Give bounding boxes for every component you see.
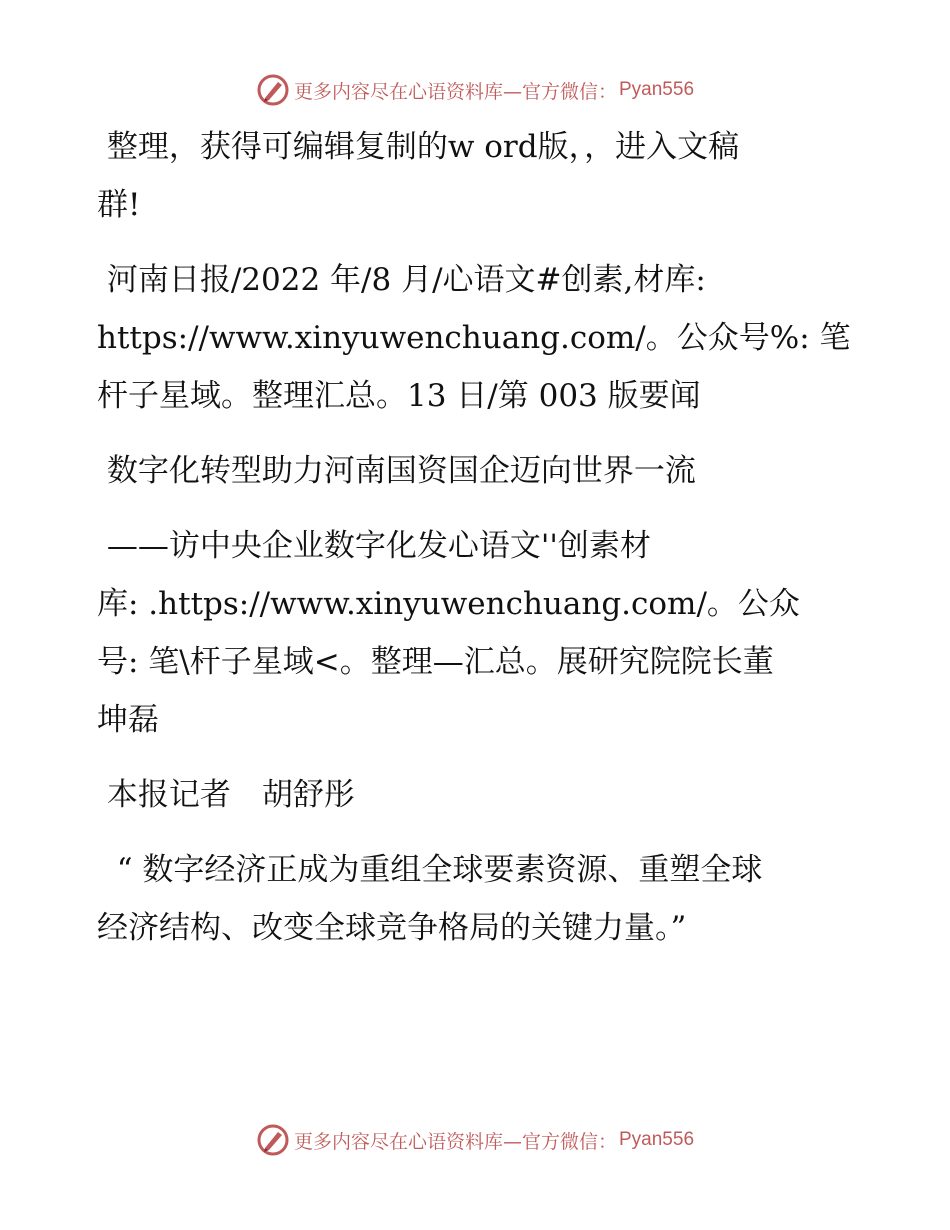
pen-circle-logo-icon xyxy=(256,73,290,107)
paragraph-source xyxy=(97,251,857,425)
text-line: ——访中央企业数字化发心语文''创素材 xyxy=(97,528,651,564)
text-line: 杆子星域。整理汇总。13 日/第 003 版要闻 xyxy=(97,378,701,414)
text-line: 本报记者 胡舒彤 xyxy=(97,777,355,813)
text-line: https://www.xinyuwenchuang.com/。公众号%: 笔 xyxy=(97,320,851,356)
paragraph-subheadline xyxy=(97,517,857,749)
text-line: “ 数字经济正成为重组全球要素资源、重塑全球 xyxy=(97,852,763,888)
text-line: 经济结构、改变全球竞争格局的关键力量。” xyxy=(97,910,687,946)
text-line: 整理，获得可编辑复制的w ord版，，进入文稿 xyxy=(97,129,740,165)
document-body xyxy=(97,118,857,974)
text-line: 数字化转型助力河南国资国企迈向世界一流 xyxy=(97,453,696,489)
paragraph-intro xyxy=(97,118,857,234)
header-banner xyxy=(0,70,950,110)
text-line: 坤磊 xyxy=(97,702,159,738)
banner-text: 更多内容尽在心语资料库—官方微信： xyxy=(293,80,617,103)
banner-wechat-id: Pyan556 xyxy=(619,79,695,100)
paragraph-quote xyxy=(97,841,857,957)
paragraph-headline xyxy=(97,442,857,500)
footer-banner xyxy=(0,1120,950,1160)
text-line: 号: 笔\杆子星域<。整理—汇总。展研究院院长董 xyxy=(97,644,774,680)
text-line: 河南日报/2022 年/8 月/心语文#创素,材库: xyxy=(97,262,706,298)
text-line: 群! xyxy=(97,187,141,223)
text-line: 库: .https://www.xinyuwenchuang.com/。公众 xyxy=(97,586,800,622)
pen-circle-logo-icon xyxy=(256,1123,290,1157)
banner-text: 更多内容尽在心语资料库—官方微信： xyxy=(293,1130,617,1153)
banner-wechat-id: Pyan556 xyxy=(619,1129,695,1150)
paragraph-byline xyxy=(97,766,857,824)
